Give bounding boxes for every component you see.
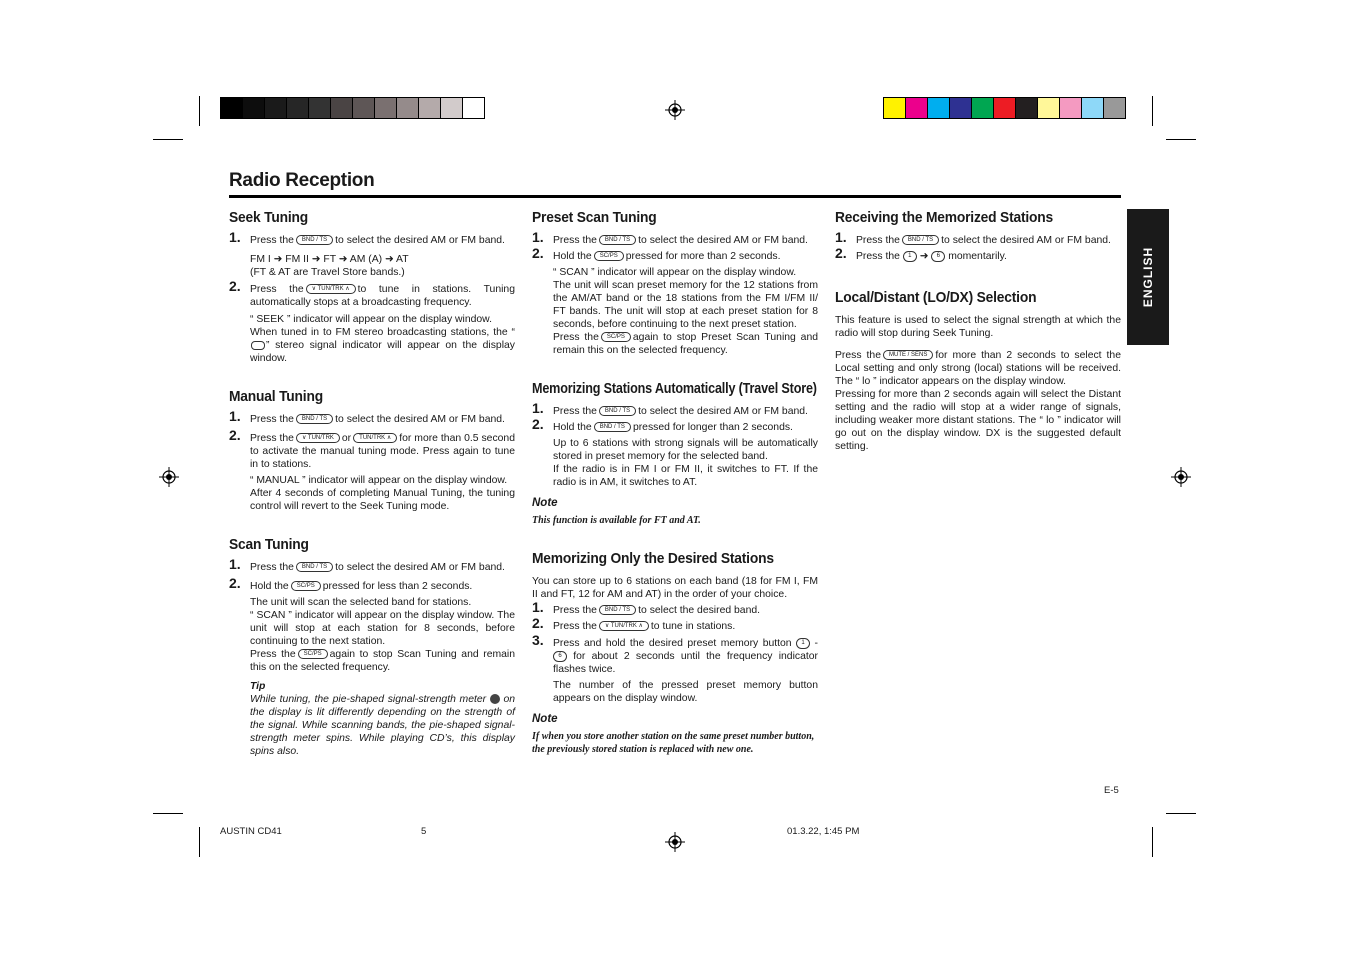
preset-1-button-icon: 1 [903, 251, 917, 262]
registration-mark-icon [1171, 467, 1191, 487]
color-swatch [353, 98, 375, 118]
scan-step-1: 1. Press the BND / TS to select the desired AM or FM band. [229, 556, 505, 573]
travel-store-step-1: 1. Press the BND / TS to select the desired AM or FM band. [532, 400, 808, 417]
registration-mark-icon [665, 832, 685, 852]
color-swatch-bar [883, 97, 1126, 119]
sc-ps-button-icon: SC/PS [291, 581, 321, 591]
bnd-ts-button-icon: BND / TS [902, 235, 939, 245]
color-swatch [928, 98, 950, 118]
crop-mark [1152, 96, 1153, 126]
tun-trk-down-button-icon: ∨ TUN/TRK [296, 433, 340, 443]
receiving-heading: Receiving the Memorized Stations [835, 209, 1054, 226]
color-swatch [1038, 98, 1060, 118]
bnd-ts-button-icon: BND / TS [296, 414, 333, 424]
stereo-indicator-icon [251, 341, 265, 350]
bnd-ts-button-icon: BND / TS [599, 605, 636, 615]
seek-step-1: 1. Press the BND / TS to select the desired AM or FM band. [229, 229, 505, 246]
seek-band-note: (FT & AT are Travel Store bands.) [250, 267, 405, 278]
language-tab [1127, 209, 1169, 345]
travel-store-heading: Memorizing Stations Automatically (Travel Store) [532, 380, 817, 397]
scan-text-3: Press the SC/PS again to stop Scan Tuning and remain this on the selected frequency. [250, 649, 515, 673]
registration-mark-icon [159, 467, 179, 487]
scan-text-1: The unit will scan the selected band for stations. [250, 597, 472, 608]
column-right [835, 208, 1121, 453]
manual-step-1: 1. Press the BND / TS to select the desired AM or FM band. [229, 408, 505, 425]
mute-sens-button-icon: MUTE / SENS [883, 350, 933, 360]
color-swatch [884, 98, 906, 118]
seek-tuning-heading: Seek Tuning [229, 209, 309, 226]
color-swatch [419, 98, 441, 118]
desired-step-1: 1. Press the BND / TS to select the desired band. [532, 599, 761, 616]
local-text-1: Press the MUTE / SENS for more than 2 seconds to select the Local setting and only strong (local) stations will be received. The “ lo ” indicator appears on the display window. [835, 350, 1121, 387]
note-heading: Note [532, 497, 558, 509]
tun-trk-up-button-icon: TUN/TRK ∧ [353, 433, 397, 443]
desired-stations-heading: Memorizing Only the Desired Stations [532, 550, 774, 567]
crop-mark [153, 139, 183, 140]
sc-ps-button-icon: SC/PS [594, 251, 624, 261]
bnd-ts-button-icon: BND / TS [296, 235, 333, 245]
tip-text: While tuning, the pie-shaped signal-strength meter on the display is lit differently depending on the strength of the signal. While scanning bands, the pie-shaped signal-strength meter spins. While playing CD’s, this display spins also. [250, 694, 515, 757]
local-distant-heading: Local/Distant (LO/DX) Selection [835, 289, 1037, 306]
column-middle [532, 208, 818, 756]
preset-scan-text-2: The unit will scan preset memory for the 12 stations from the AM/AT band or the 18 stations from the FM I/FM II/ FT bands. The unit will stop at each preset station for 8 seconds, before continuing to the next preset station. [553, 280, 818, 330]
tun-trk-button-icon: ∨ TUN/TRK ∧ [599, 621, 649, 631]
arrow-right-icon: ➜ [919, 251, 929, 262]
preset-scan-step-1: 1. Press the BND / TS to select the desired AM or FM band. [532, 229, 808, 246]
crop-mark [153, 813, 183, 814]
footer-right: 01.3.22, 1:45 PM [787, 826, 860, 837]
preset-6-button-icon: 6 [553, 651, 567, 662]
preset-1-button-icon: 1 [796, 638, 810, 649]
manual-step-2: 2. Press the ∨ TUN/TRK or TUN/TRK ∧ for more than 0.5 second to activate the manual tuning mode. Press again to tune in to stations. [229, 427, 515, 470]
tun-trk-button-icon: ∨ TUN/TRK ∧ [306, 284, 356, 294]
travel-store-text-1: Up to 6 stations with strong signals will be automatically stored in preset memory for the selected band. [553, 438, 818, 462]
page-title: Radio Reception [229, 170, 375, 191]
color-swatch [331, 98, 353, 118]
crop-mark [199, 827, 200, 857]
color-swatch [1060, 98, 1082, 118]
title-rule [229, 195, 1121, 198]
desired-intro: You can store up to 6 stations on each band (18 for FM I, FM II and FT, 12 for AM and AT) in the order of your choice. [532, 576, 818, 600]
sc-ps-button-icon: SC/PS [601, 332, 631, 342]
note-heading: Note [532, 713, 558, 725]
gray-swatch-bar [220, 97, 485, 119]
column-left [229, 208, 515, 758]
travel-store-text-2: If the radio is in FM I or FM II, it switches to FT. If the radio is in AM, it switches to AT. [553, 464, 818, 488]
desired-text-1: The number of the pressed preset memory button appears on the display window. [553, 680, 818, 704]
sc-ps-button-icon: SC/PS [298, 649, 328, 659]
color-swatch [1104, 98, 1125, 118]
color-swatch [1016, 98, 1038, 118]
color-swatch [243, 98, 265, 118]
color-swatch [906, 98, 928, 118]
footer-left: AUSTIN CD41 [220, 826, 282, 837]
manual-tuning-heading: Manual Tuning [229, 388, 323, 405]
color-swatch [950, 98, 972, 118]
color-swatch [994, 98, 1016, 118]
seek-step-2: 2. Press the ∨ TUN/TRK ∧ to tune in stations. Tuning automatically stops at a broadcasting frequency. [229, 278, 515, 308]
color-swatch [265, 98, 287, 118]
receiving-step-2: 2. Press the 1 ➜ 6 momentarily. [835, 245, 1007, 262]
scan-step-2: 2. Hold the SC/PS pressed for less than 2 seconds. [229, 575, 473, 592]
registration-mark-icon [665, 100, 685, 120]
color-swatch [463, 98, 484, 118]
color-swatch [375, 98, 397, 118]
color-swatch [441, 98, 463, 118]
color-swatch [287, 98, 309, 118]
bnd-ts-button-icon: BND / TS [296, 562, 333, 572]
preset-scan-heading: Preset Scan Tuning [532, 209, 657, 226]
seek-band-sequence: FM I ➜ FM II ➜ FT ➜ AM (A) ➜ AT [250, 254, 409, 265]
preset-scan-text-1: “ SCAN ” indicator will appear on the display window. [553, 267, 797, 278]
travel-store-step-2: 2. Hold the BND / TS pressed for longer than 2 seconds. [532, 416, 793, 433]
desired-step-3: 3. Press and hold the desired preset memory button 1 - 6 for about 2 seconds until the frequency indicator flashes twice. [532, 632, 818, 675]
color-swatch [397, 98, 419, 118]
signal-meter-icon [490, 694, 500, 704]
footer-center: 5 [421, 826, 427, 837]
preset-scan-step-2: 2. Hold the SC/PS pressed for more than 2 seconds. [532, 245, 781, 262]
crop-mark [199, 96, 200, 126]
preset-6-button-icon: 6 [931, 251, 945, 262]
manual-indicator-text: “ MANUAL ” indicator will appear on the display window. [250, 475, 508, 486]
receiving-step-1: 1. Press the BND / TS to select the desired AM or FM band. [835, 229, 1111, 246]
scan-tuning-heading: Scan Tuning [229, 536, 309, 553]
desired-step-2: 2. Press the ∨ TUN/TRK ∧ to tune in stations. [532, 615, 736, 632]
local-text-2: Pressing for more than 2 seconds again will select the Distant setting and the radio will stop at a wider range of signals, including weaker more distant stations. The “ lo ” indicator will go out on the display window. DX is the suggested default setting. [835, 389, 1121, 452]
color-swatch [972, 98, 994, 118]
bnd-ts-button-icon: BND / TS [599, 235, 636, 245]
bnd-ts-button-icon: BND / TS [599, 406, 636, 416]
language-tab-label: ENGLISH [1141, 246, 1155, 308]
color-swatch [221, 98, 243, 118]
color-swatch [1082, 98, 1104, 118]
seek-indicator-text: “ SEEK ” indicator will appear on the display window. [250, 314, 492, 325]
local-intro: This feature is used to select the signal strength at which the radio will stop during Seek Tuning. [835, 315, 1121, 339]
crop-mark [1152, 827, 1153, 857]
tip-heading: Tip [250, 681, 266, 692]
bnd-ts-button-icon: BND / TS [594, 422, 631, 432]
scan-text-2: “ SCAN ” indicator will appear on the display window. The unit will stop at each station for 8 seconds, before continuing to the next station. [250, 610, 515, 647]
color-swatch [309, 98, 331, 118]
page-number: E-5 [1104, 785, 1119, 796]
note-text: If when you store another station on the same preset number button, the previously stored station is replaced with new one. [532, 731, 815, 755]
crop-mark [1166, 139, 1196, 140]
seek-stereo-text: When tuned in to FM stereo broadcasting stations, the “” stereo signal indicator will appear on the display window. [250, 327, 515, 364]
manual-revert-text: After 4 seconds of completing Manual Tuning, the tuning control will revert to the Seek Tuning mode. [250, 488, 515, 512]
note-text: This function is available for FT and AT. [532, 515, 701, 526]
crop-mark [1166, 813, 1196, 814]
preset-scan-text-3: Press the SC/PS again to stop Preset Scan Tuning and remain this on the selected frequency. [553, 332, 818, 356]
